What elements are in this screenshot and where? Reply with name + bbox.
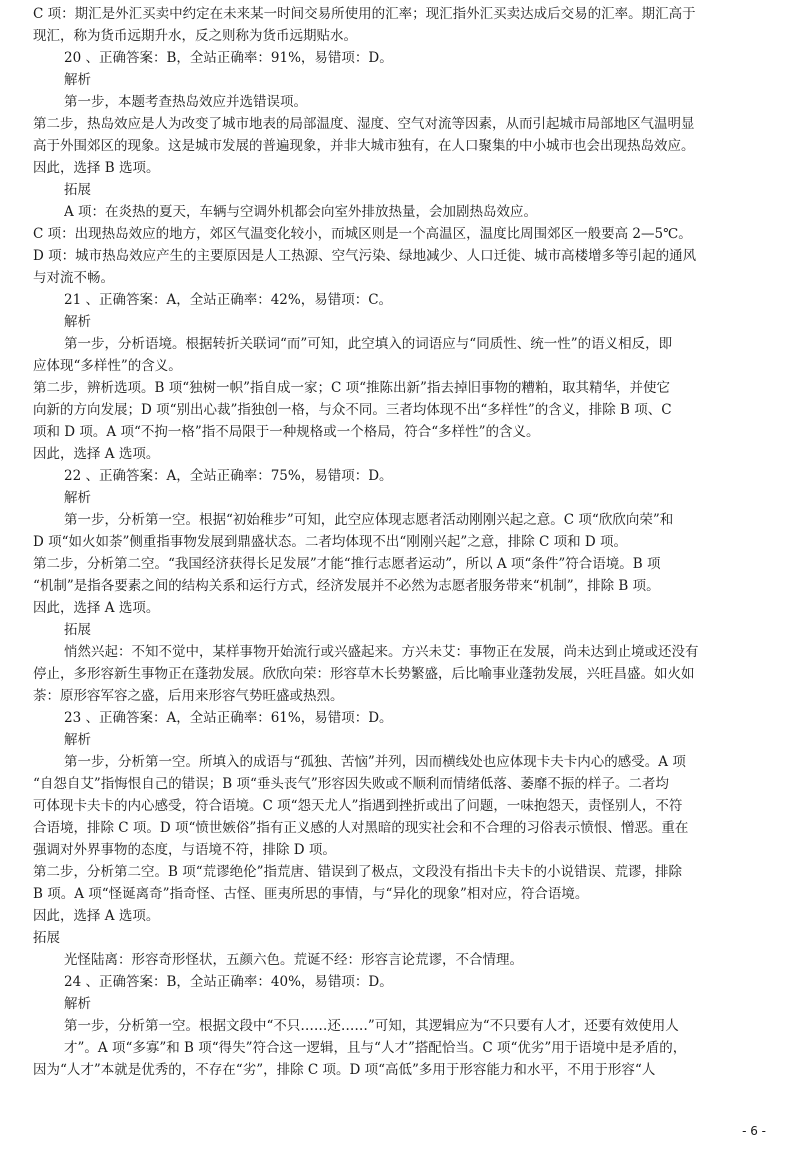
text-line: 光怪陆离：形容奇形怪状，五颜六色。荒诞不经：形容言论荒谬，不合情理。 xyxy=(64,952,523,968)
text-line: 因为“人才”本就是优秀的，不存在“劣”，排除 C 项。D 项“高低”多用于形容能力和水平，不用于形容“人 xyxy=(33,1062,656,1078)
answer-line: 24 、正确答案：B，全站正确率：40%，易错项：D。 xyxy=(64,974,393,990)
text-line: 第二步，辨析选项。B 项“独树一帜”指自成一家；C 项“推陈出新”指去掉旧事物的糟粕，取其精华，并使它 xyxy=(33,380,670,396)
answer-line: 22 、正确答案：A，全站正确率：75%，易错项：D。 xyxy=(64,468,393,484)
text-line: 拓展 xyxy=(33,930,60,946)
text-line: 第二步，分析第二空。B 项“荒谬绝伦”指荒唐、错误到了极点，文段没有指出卡夫卡的小说错误、荒谬，排除 xyxy=(33,864,683,880)
text-line: A 项：在炎热的夏天，车辆与空调外机都会向室外排放热量，会加剧热岛效应。 xyxy=(64,204,538,220)
text-line: 悄然兴起：不知不觉中，某样事物开始流行或兴盛起来。方兴未艾：事物正在发展，尚未达到止境或还没有 xyxy=(64,644,699,660)
text-line: 第一步，分析第一空。根据“初始稚步”可知，此空应体现志愿者活动刚刚兴起之意。C 项“欣欣向荣”和 xyxy=(64,512,674,528)
text-line: 向新的方向发展；D 项“别出心裁”指独创一格，与众不同。三者均体现不出“多样性”的含义，排除 B 项、C xyxy=(33,402,672,418)
text-line: 解析 xyxy=(64,490,91,506)
text-line: 第一步，分析语境。根据转折关联词“而”可知，此空填入的词语应与“同质性、统一性”的语义相反，即 xyxy=(64,336,673,352)
text-line: 第二步，热岛效应是人为改变了城市地表的局部温度、湿度、空气对流等因素，从而引起城市局部地区气温明显 xyxy=(33,116,695,132)
text-line: 拓展 xyxy=(64,182,91,198)
text-line: B 项。A 项“怪诞离奇”指奇怪、古怪、匪夷所思的事情，与“异化的现象”相对应，符合语境。 xyxy=(33,886,589,902)
text-line: 可体现卡夫卡的内心感受，符合语境。C 项“怨天尤人”指遇到挫折或出了问题，一味抱怨天，责怪别人，不符 xyxy=(33,798,683,814)
answer-line: 20 、正确答案：B，全站正确率：91%，易错项：D。 xyxy=(64,50,393,66)
answer-line: 23 、正确答案：A，全站正确率：61%，易错项：D。 xyxy=(64,710,393,726)
answer-line: 21 、正确答案：A，全站正确率：42%，易错项：C。 xyxy=(64,292,393,308)
text-line: “自怨自艾”指悔恨自己的错误；B 项“垂头丧气”形容因失败或不顺利而情绪低落、萎靡不振的样子。二者均 xyxy=(33,776,669,792)
text-line: 第一步，本题考查热岛效应并选错误项。 xyxy=(64,94,307,110)
text-line: 因此，选择 A 选项。 xyxy=(33,908,160,924)
text-line: 因此，选择 A 选项。 xyxy=(33,600,160,616)
text-line: 第一步，分析第一空。根据文段中“不只……还……”可知，其逻辑应为“不只要有人才，还要有效使用人 xyxy=(64,1018,679,1034)
text-line: 解析 xyxy=(64,732,91,748)
text-line: 与对流不畅。 xyxy=(33,270,114,286)
text-line: 拓展 xyxy=(64,622,91,638)
text-line: D 项“如火如荼”侧重指事物发展到鼎盛状态。二者均体现不出“刚刚兴起”之意，排除 C 项和 D 项。 xyxy=(33,534,628,550)
text-line: 高于外围郊区的现象。这是城市发展的普遍现象，并非大城市独有，在人口聚集的中小城市也会出现热岛效应。 xyxy=(33,138,695,154)
text-line: 强调对外界事物的态度，与语境不符，排除 D 项。 xyxy=(33,842,336,858)
text-line: 才”。A 项“多寡”和 B 项“得失”符合这一逻辑，且与“人才”搭配恰当。C 项“优劣”用于语境中是矛盾的， xyxy=(64,1040,687,1056)
text-line: 第二步，分析第二空。“我国经济获得长足发展”才能“推行志愿者运动”，所以 A 项“条件”符合语境。B 项 xyxy=(33,556,661,572)
text-line: 现汇，称为货币远期升水，反之则称为货币远期贴水。 xyxy=(33,28,357,44)
text-line: 停止，多形容新生事物正在蓬勃发展。欣欣向荣：形容草木长势繁盛，后比喻事业蓬勃发展，兴旺昌盛。如火如 xyxy=(33,666,695,682)
text-line: 解析 xyxy=(64,996,91,1012)
text-line: D 项：城市热岛效应产生的主要原因是人工热源、空气污染、绿地减少、人口迁徙、城市高楼增多等引起的通风 xyxy=(33,248,697,264)
text-line: C 项：出现热岛效应的地方，郊区气温变化较小，而城区则是一个高温区，温度比周围郊区一般要高 2—5℃。 xyxy=(33,226,692,242)
text-line: 合语境，排除 C 项。D 项“愤世嫉俗”指有正义感的人对黑暗的现实社会和不合理的习俗表示愤恨、憎恶。重在 xyxy=(33,820,689,836)
text-line: 解析 xyxy=(64,314,91,330)
text-line: “机制”是指各要素之间的结构关系和运行方式，经济发展并不必然为志愿者服务带来“机制”，排除 B 项。 xyxy=(33,578,660,594)
text-line: 荼：原形容军容之盛，后用来形容气势旺盛或热烈。 xyxy=(33,688,344,704)
text-line: 项和 D 项。A 项“不拘一格”指不局限于一种规格或一个格局，符合“多样性”的含义。 xyxy=(33,424,540,440)
text-line: 应体现“多样性”的含义。 xyxy=(33,358,182,374)
page-number: - 6 - xyxy=(742,1124,766,1138)
text-line: C 项：期汇是外汇买卖中约定在未来某一时间交易所使用的汇率；现汇指外汇买卖达成后交易的汇率。期汇高于 xyxy=(33,6,696,22)
text-line: 解析 xyxy=(64,72,91,88)
text-line: 因此，选择 B 选项。 xyxy=(33,160,160,176)
text-line: 第一步，分析第一空。所填入的成语与“孤独、苦恼”并列，因而横线处也应体现卡夫卡内心的感受。A 项 xyxy=(64,754,686,770)
text-line: 因此，选择 A 选项。 xyxy=(33,446,160,462)
